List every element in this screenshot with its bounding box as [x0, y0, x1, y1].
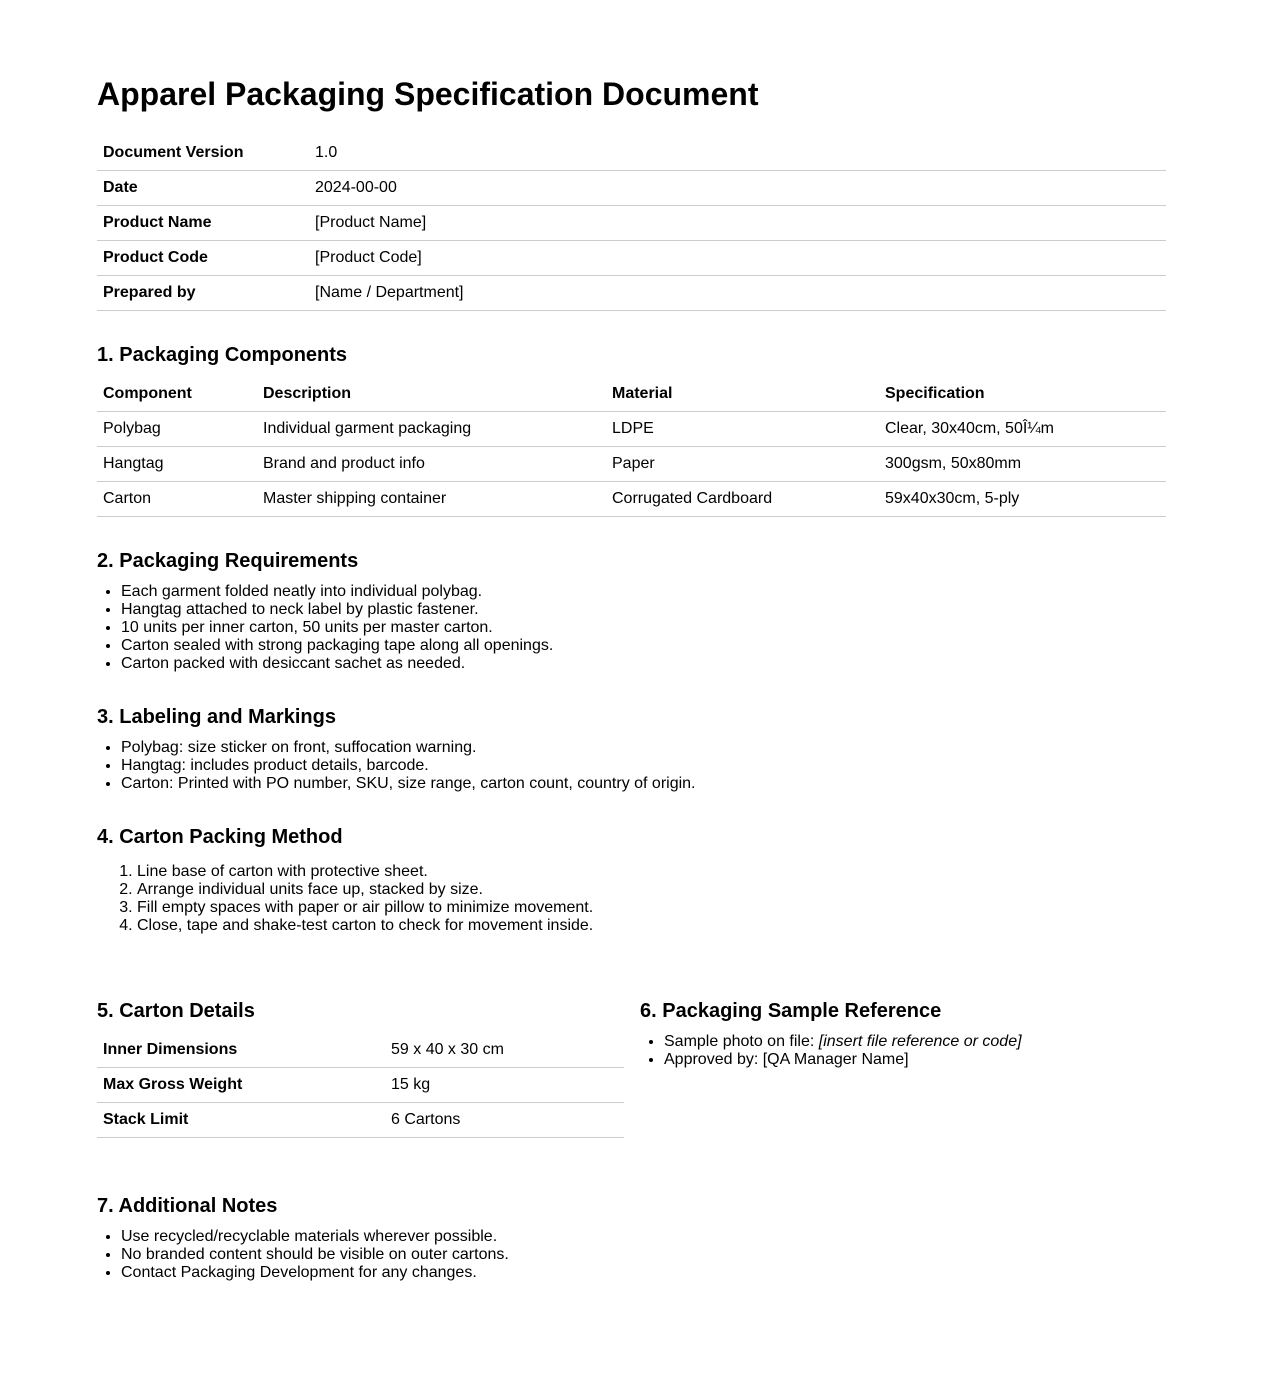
table-cell: Corrugated Cardboard	[606, 482, 879, 517]
requirements-list	[97, 583, 553, 673]
section-heading-requirements: 2. Packaging Requirements	[97, 550, 359, 572]
table-cell: Individual garment packaging	[257, 412, 606, 447]
table-row	[97, 1068, 624, 1103]
components-table	[97, 377, 1166, 517]
list-item: • Each garment folded neatly into individual polybag.	[121, 583, 553, 601]
carton-detail-value: 6 Cartons	[385, 1103, 624, 1138]
meta-value: 2024-00-00	[309, 171, 1166, 206]
list-item: • Use recycled/recyclable materials wherever possible.	[121, 1228, 509, 1246]
meta-key: Document Version	[97, 136, 309, 171]
list-item: • Contact Packaging Development for any changes.	[121, 1264, 509, 1282]
meta-key: Product Name	[97, 206, 309, 241]
meta-value: [Product Name]	[309, 206, 1166, 241]
table-row	[97, 412, 1166, 447]
list-item: 1. Line base of carton with protective sheet.	[137, 863, 593, 881]
section-heading-notes: 7. Additional Notes	[97, 1195, 278, 1217]
approved-by-label: Approved by:	[664, 1051, 763, 1068]
list-item: • Hangtag attached to neck label by plastic fastener.	[121, 601, 553, 619]
carton-detail-value: 15 kg	[385, 1068, 624, 1103]
list-item-sample-photo	[664, 1033, 1022, 1051]
table-row	[97, 206, 1166, 241]
list-item: 3. Fill empty spaces with paper or air pillow to minimize movement.	[137, 899, 593, 917]
table-cell: 59x40x30cm, 5-ply	[879, 482, 1166, 517]
section-heading-labeling: 3. Labeling and Markings	[97, 706, 336, 728]
table-cell: Master shipping container	[257, 482, 606, 517]
table-row	[97, 447, 1166, 482]
packing-method-list	[97, 863, 593, 935]
table-row	[97, 482, 1166, 517]
carton-detail-key: Inner Dimensions	[97, 1033, 385, 1068]
table-cell: Paper	[606, 447, 879, 482]
table-row	[97, 1103, 624, 1138]
list-item: • Carton sealed with strong packaging tape along all openings.	[121, 637, 553, 655]
document-meta-table	[97, 136, 1166, 311]
carton-detail-value: 59 x 40 x 30 cm	[385, 1033, 624, 1068]
meta-value: [Product Code]	[309, 241, 1166, 276]
sample-photo-label: Sample photo on file:	[664, 1033, 819, 1050]
table-cell: Hangtag	[97, 447, 257, 482]
table-row	[97, 1033, 624, 1068]
list-item-approved-by	[664, 1051, 1022, 1069]
table-header-row	[97, 377, 1166, 412]
table-cell: Carton	[97, 482, 257, 517]
column-header: Component	[97, 377, 257, 412]
section-heading-carton-details: 5. Carton Details	[97, 1000, 255, 1022]
carton-detail-key: Stack Limit	[97, 1103, 385, 1138]
page-title: Apparel Packaging Specification Document	[97, 76, 759, 112]
list-item: • Carton: Printed with PO number, SKU, size range, carton count, country of origin.	[121, 775, 696, 793]
notes-list	[97, 1228, 509, 1282]
column-header: Description	[257, 377, 606, 412]
column-header: Material	[606, 377, 879, 412]
list-item: • No branded content should be visible on outer cartons.	[121, 1246, 509, 1264]
list-item: 4. Close, tape and shake-test carton to check for movement inside.	[137, 917, 593, 935]
section-heading-components: 1. Packaging Components	[97, 344, 348, 366]
table-cell: 300gsm, 50x80mm	[879, 447, 1166, 482]
sample-reference-list	[640, 1033, 1022, 1069]
labeling-list	[97, 739, 696, 793]
table-row	[97, 276, 1166, 311]
table-cell: LDPE	[606, 412, 879, 447]
meta-value: 1.0	[309, 136, 1166, 171]
table-row	[97, 136, 1166, 171]
carton-detail-key: Max Gross Weight	[97, 1068, 385, 1103]
list-item: 2. Arrange individual units face up, stacked by size.	[137, 881, 593, 899]
meta-key: Prepared by	[97, 276, 309, 311]
table-row	[97, 241, 1166, 276]
approved-by-value: [QA Manager Name]	[762, 1051, 909, 1068]
meta-value: [Name / Department]	[309, 276, 1166, 311]
table-row	[97, 171, 1166, 206]
section-heading-sample-reference: 6. Packaging Sample Reference	[640, 1000, 942, 1022]
list-item: • 10 units per inner carton, 50 units per master carton.	[121, 619, 553, 637]
column-header: Specification	[879, 377, 1166, 412]
list-item: • Polybag: size sticker on front, suffocation warning.	[121, 739, 696, 757]
table-cell: Clear, 30x40cm, 50Î¼m	[879, 412, 1166, 447]
sample-photo-value: [insert file reference or code]	[818, 1033, 1022, 1050]
meta-key: Date	[97, 171, 309, 206]
table-cell: Brand and product info	[257, 447, 606, 482]
table-cell: Polybag	[97, 412, 257, 447]
list-item: • Hangtag: includes product details, barcode.	[121, 757, 696, 775]
meta-key: Product Code	[97, 241, 309, 276]
list-item: • Carton packed with desiccant sachet as needed.	[121, 655, 553, 673]
carton-details-table	[97, 1033, 624, 1138]
section-heading-packing-method: 4. Carton Packing Method	[97, 826, 343, 848]
